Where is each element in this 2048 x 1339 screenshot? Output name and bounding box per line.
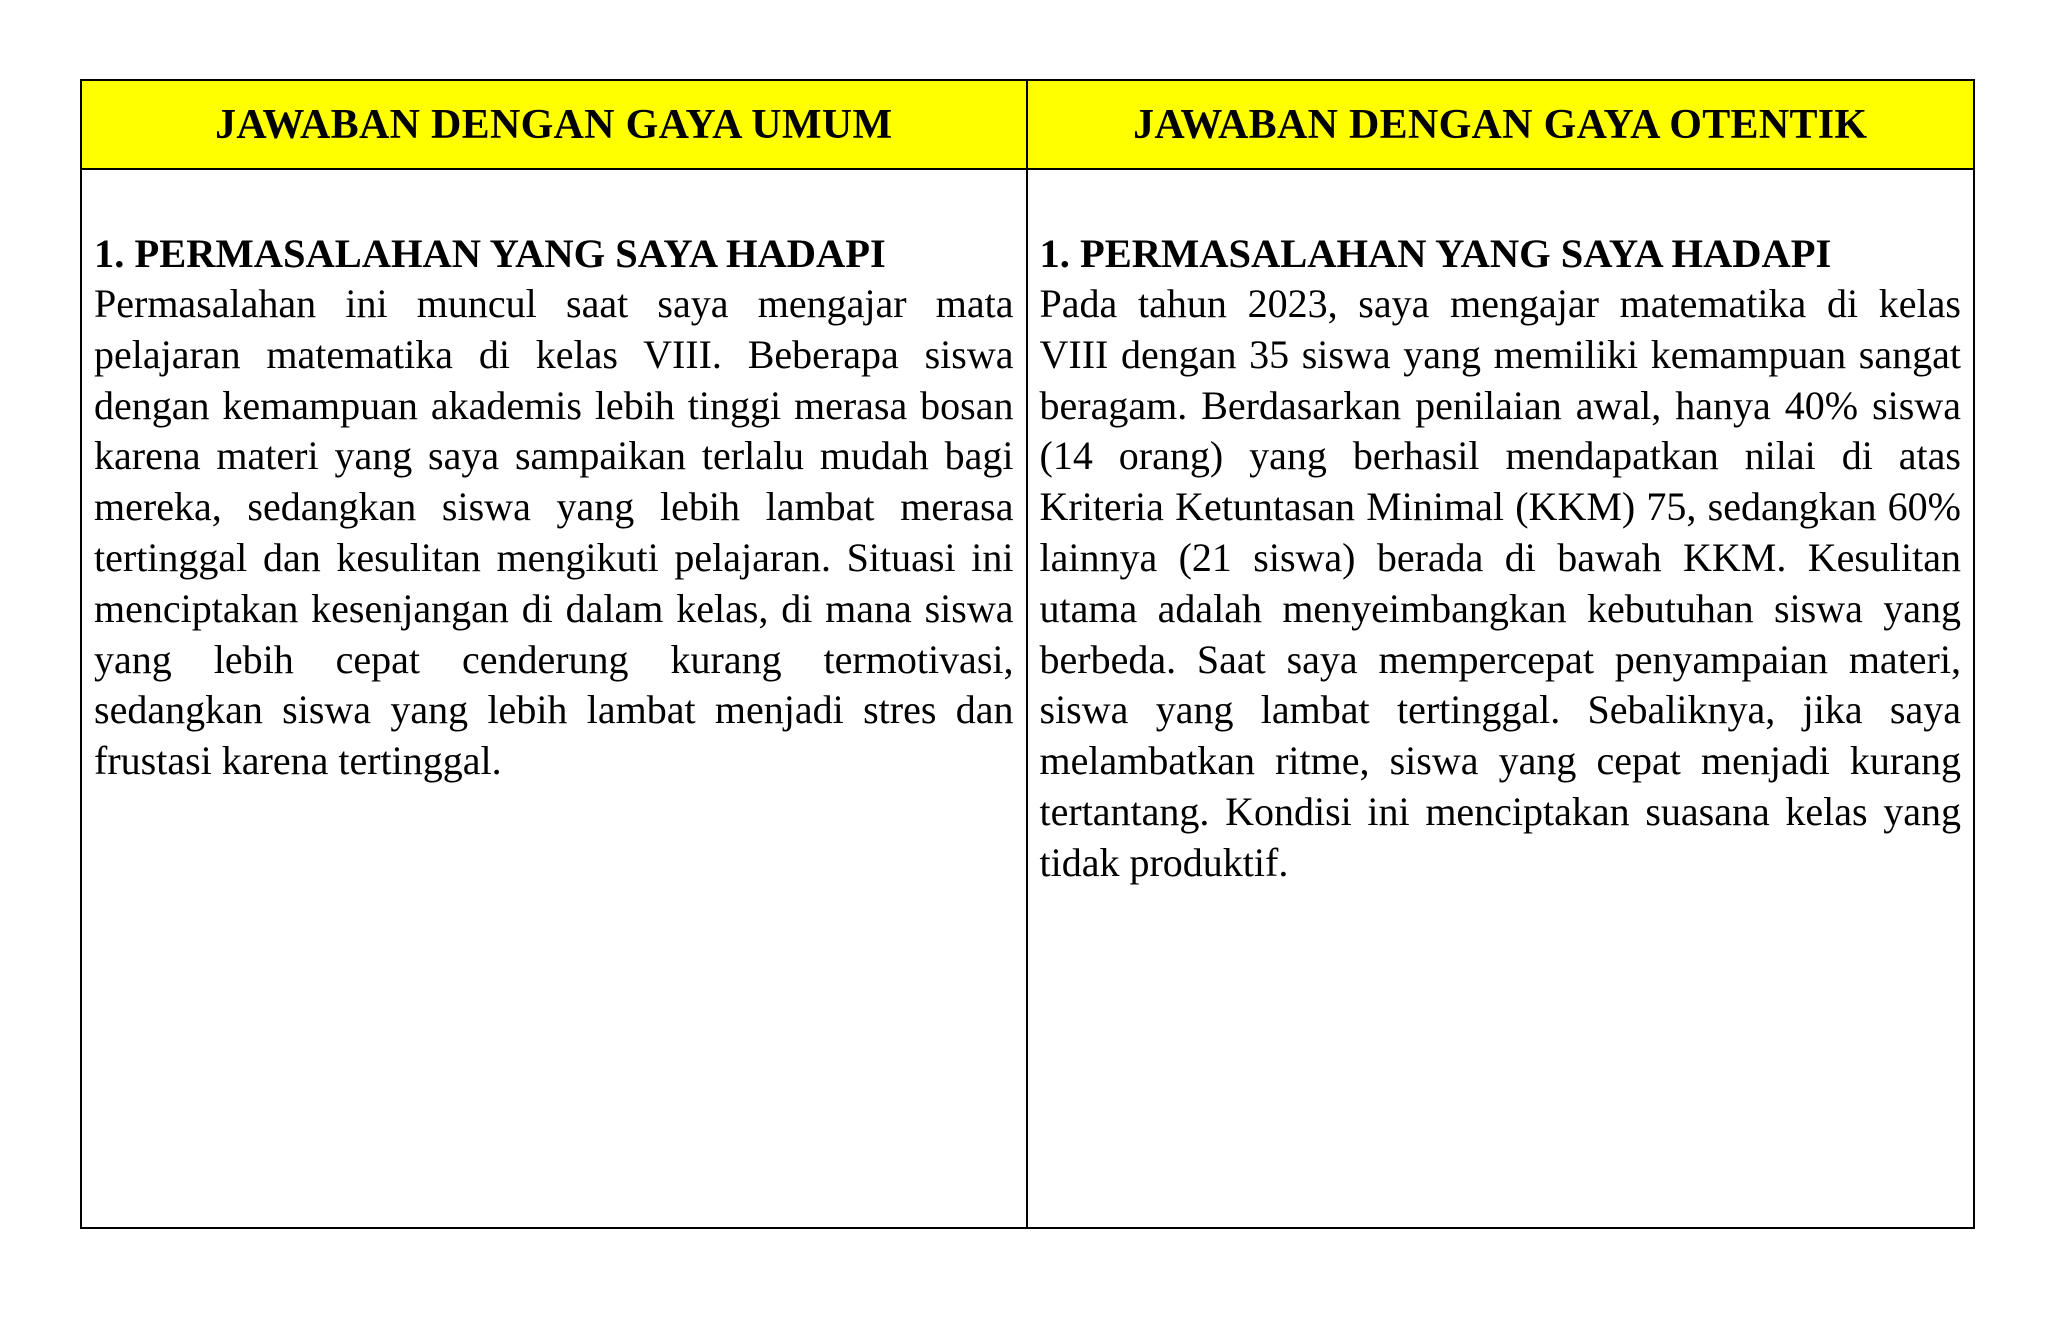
authentic-section-heading: 1. PERMASALAHAN YANG SAYA HADAPI (1039, 231, 1832, 276)
comparison-table (80, 79, 1975, 1229)
header-general-style: JAWABAN DENGAN GAYA UMUM (82, 81, 1028, 168)
authentic-section-text: Pada tahun 2023, saya mengajar matematika di kelas VIII dengan 35 siswa yang memiliki kemampuan sangat beragam. Berdasarkan penilaian awal, hanya 40% siswa (14 orang) yang berhasil mendapatkan nilai di atas Kriteria Ketuntasan Minimal (KKM) 75, sedangkan 60% lainnya (21 siswa) berada di bawah KKM. Kesulitan utama adalah menyeimbangkan kebutuhan siswa yang berbeda. Saat saya mempercepat penyampaian materi, siswa yang lambat tertinggal. Sebaliknya, jika saya melambatkan ritme, siswa yang cepat menjadi kurang tertantang. Kondisi ini menciptakan suasana kelas yang tidak produktif. (1039, 281, 1961, 885)
general-section-heading: 1. PERMASALAHAN YANG SAYA HADAPI (94, 231, 886, 276)
table-body-row (82, 170, 1973, 1227)
general-section-text: Permasalahan ini muncul saat saya mengajar mata pelajaran matematika di kelas VIII. Beberapa siswa dengan kemampuan akademis lebih tinggi merasa bosan karena materi yang saya sampaikan terlalu mudah bagi mereka, sedangkan siswa yang lebih lambat merasa tertinggal dan kesulitan mengikuti pelajaran. Situasi ini menciptakan kesenjangan di dalam kelas, di mana siswa yang lebih cepat cenderung kurang termotivasi, sedangkan siswa yang lebih lambat menjadi stres dan frustasi karena tertinggal. (94, 281, 1014, 784)
header-authentic-style: JAWABAN DENGAN GAYA OTENTIK (1028, 81, 1974, 168)
table-header-row (82, 81, 1973, 170)
general-style-cell (82, 170, 1028, 1227)
authentic-style-cell (1028, 170, 1974, 1227)
